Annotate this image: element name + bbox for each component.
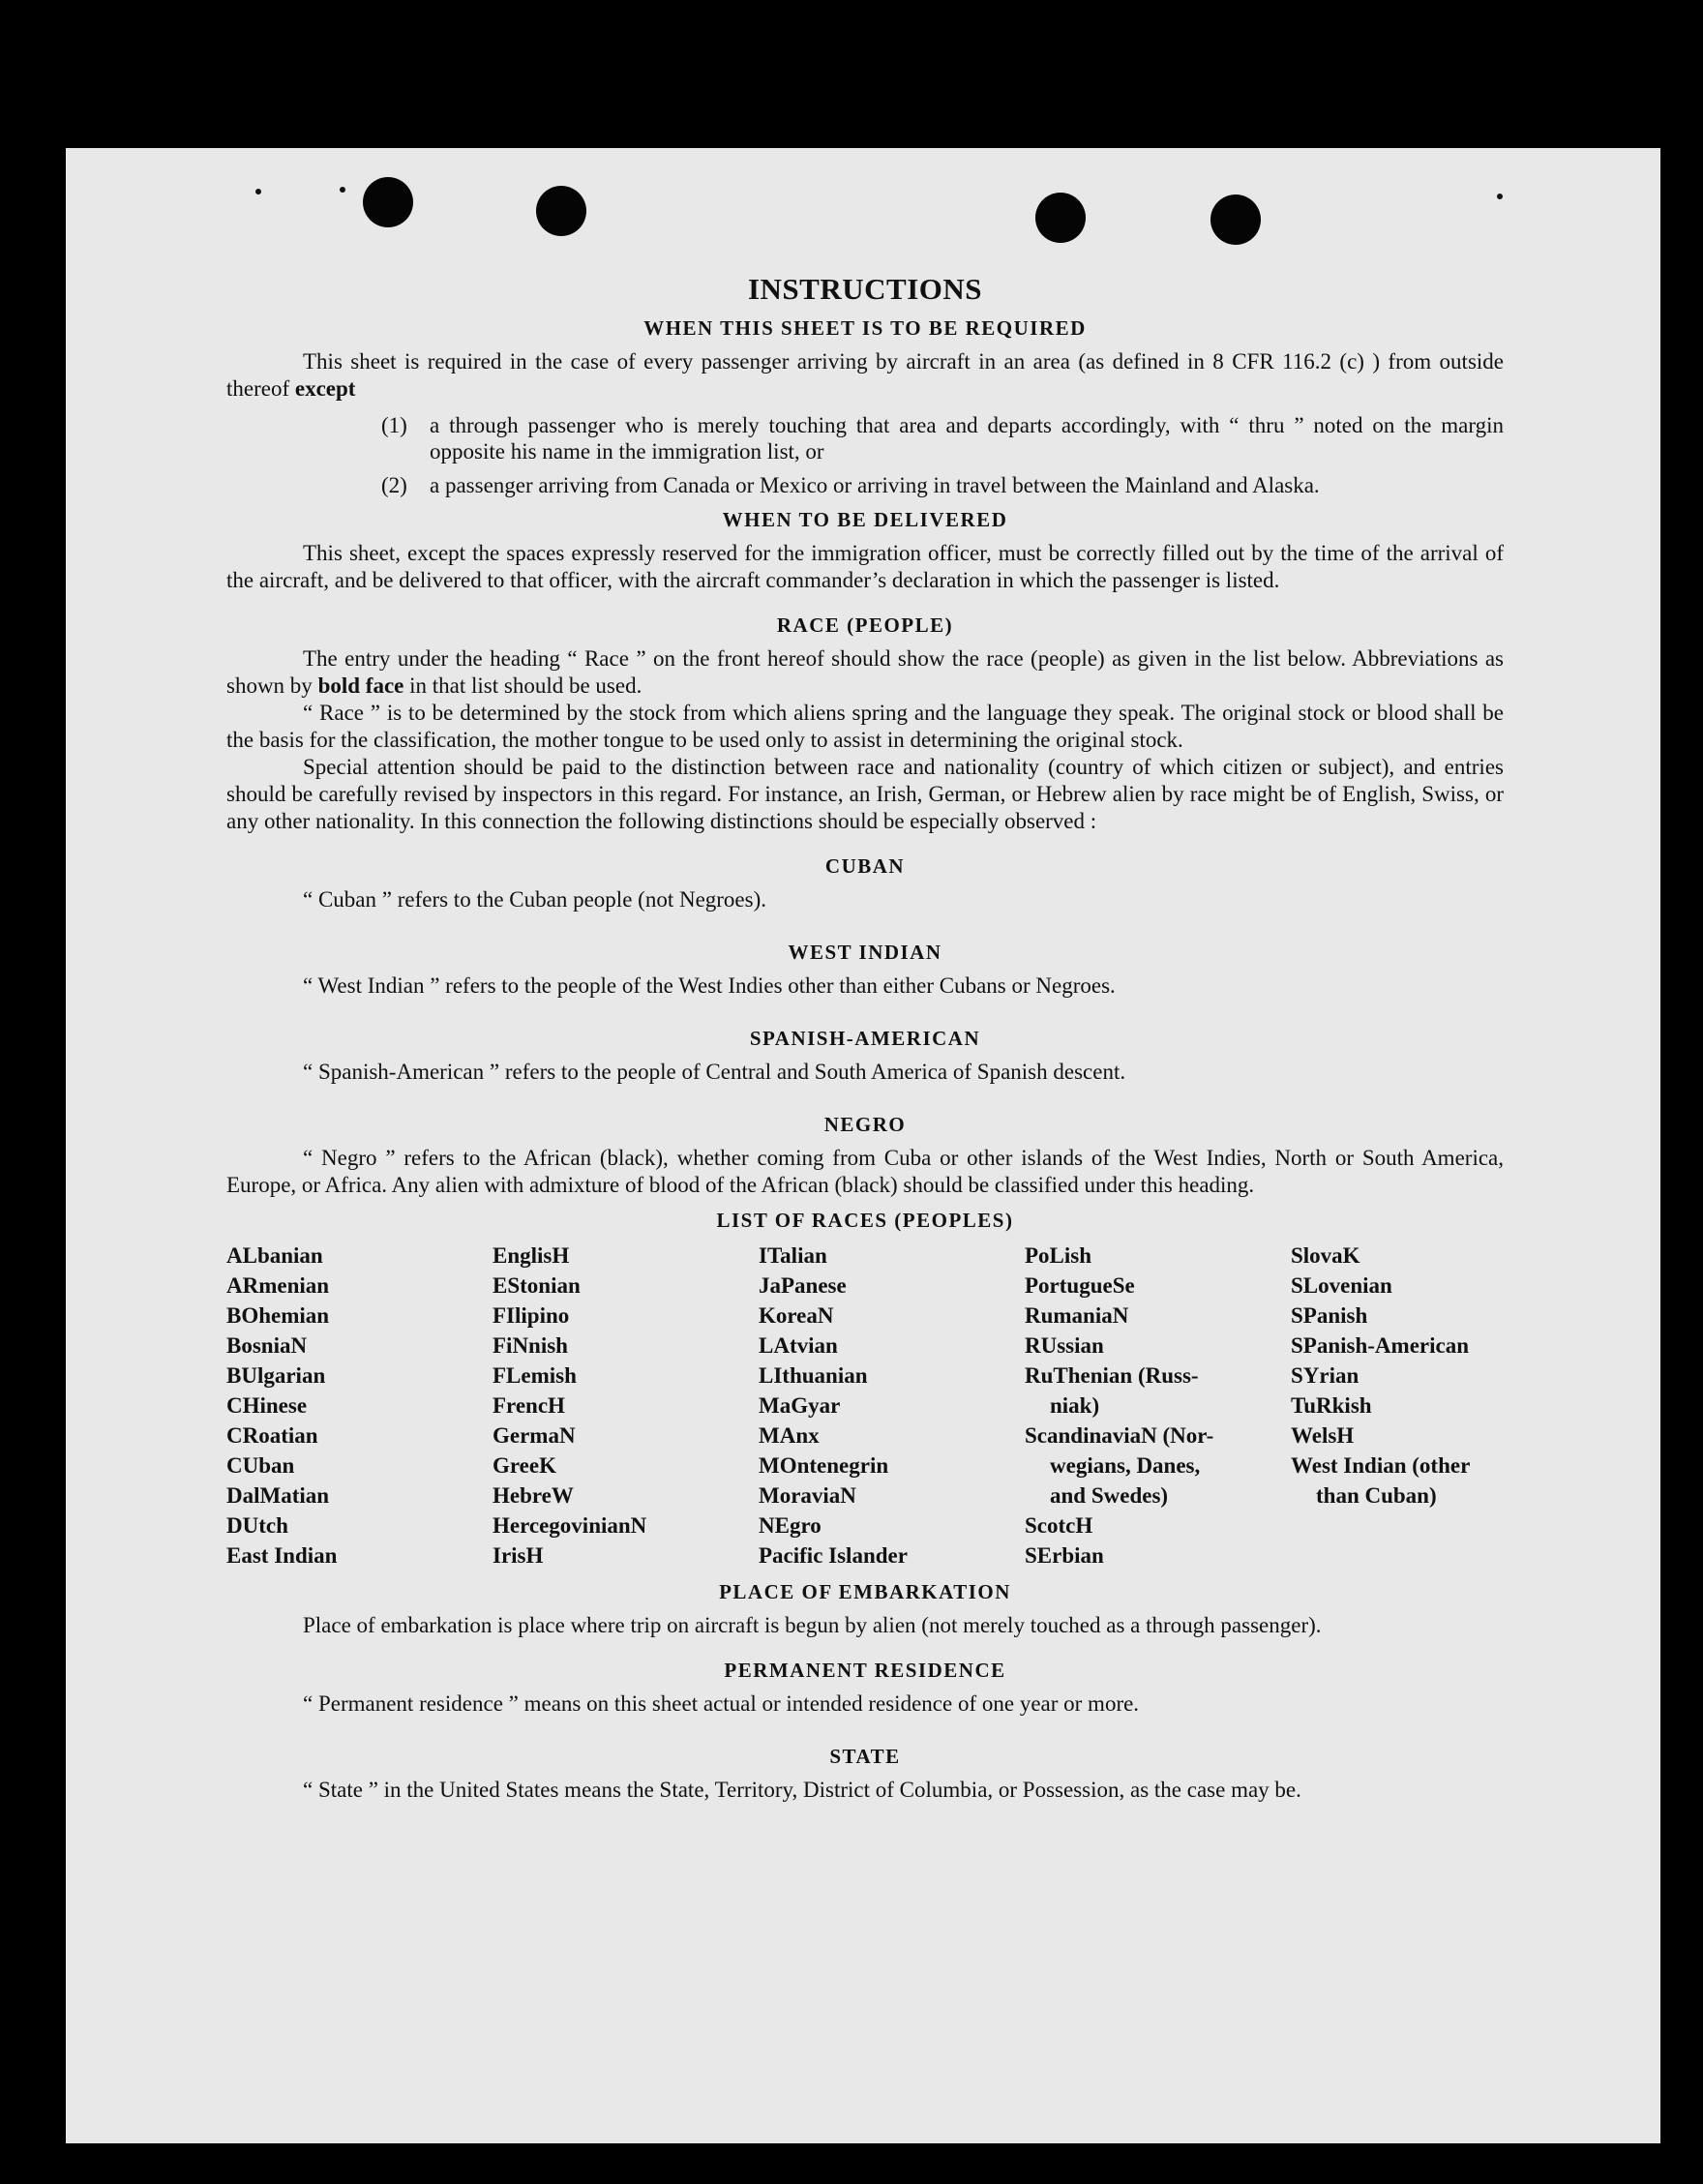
heading-when-required: WHEN THIS SHEET IS TO BE REQUIRED [643,316,1087,340]
heading-when-delivered: WHEN TO BE DELIVERED [722,508,1008,531]
race-item: FrencH [493,1393,565,1418]
item-text: a passenger arriving from Canada or Mexico or arriving in travel between the Mainland and Alaska. [430,473,1320,497]
race-paragraph-3: Special attention should be paid to the distinction between race and nationality (country of which citizen or subject), and entries should be carefully revised by inspectors in this regard. For instance, an Irish, German, or Hebrew alien by race might be of English, Swiss, or any other nationality. In this connection the following distinctions should be especially observed : [226,755,1504,833]
instructions-content [226,272,1504,1804]
race-item: SPanish-American [1291,1333,1469,1358]
required-intro: This sheet is required in the case of every passenger arriving by aircraft in an area (as defined in 8 CFR 116.2 (c) ) from outside thereof except [226,349,1504,401]
heading-race: RACE (PEOPLE) [776,613,954,637]
race-item: SlovaK [1291,1243,1360,1268]
race-item: BOhemian [226,1303,330,1328]
exception-item-2 [381,472,1504,498]
race-item: GreeK [493,1453,556,1478]
race-item: DUtch [226,1513,288,1538]
document-title: INSTRUCTIONS [747,272,982,306]
race-item: SYrian [1291,1363,1359,1388]
race-item: SLovenian [1291,1273,1392,1298]
race-item: FiNnish [493,1333,568,1358]
west-indian-text: “ West Indian ” refers to the people of the West Indies other than either Cubans or Negroes. [303,973,1116,998]
race-item: MoraviaN [759,1483,856,1508]
race-item: MaGyar [759,1393,841,1418]
negro-text: “ Negro ” refers to the African (black), whether coming from Cuba or other islands of the West Indies, North or South America, Europe, or Africa. Any alien with admixture of blood of the African (black) should be classified under this heading. [226,1146,1504,1197]
race-item: ITalian [759,1243,827,1268]
item-text: a through passenger who is merely touching that area and departs accordingly, with “ thru ” noted on the margin opposite his name in the immigration list, or [430,413,1504,464]
race-item: HercegovinianN [493,1513,647,1538]
race-item: SErbian [1025,1543,1104,1568]
race-item: ScotcH [1025,1513,1093,1538]
heading-cuban: CUBAN [824,854,906,878]
punch-hole [536,186,586,236]
exception-item-1 [381,412,1504,464]
races-column-2 [493,1241,759,1571]
race-item: ARmenian [226,1273,330,1298]
race-item: East Indian [226,1543,338,1568]
race-item: JaPanese [759,1273,847,1298]
race-item: MAnx [759,1423,820,1448]
heading-list-of-races: LIST OF RACES (PEOPLES) [716,1209,1014,1232]
races-column-3 [759,1241,1025,1571]
race-item: West Indian (other [1291,1453,1471,1478]
heading-west-indian: WEST INDIAN [788,941,942,964]
race-item: LIthuanian [759,1363,868,1388]
punch-hole [363,177,413,227]
spanish-american-text: “ Spanish-American ” refers to the people of Central and South America of Spanish descent. [303,1060,1126,1084]
ink-speck [340,187,345,193]
race-paragraph-2: “ Race ” is to be determined by the stock from which aliens spring and the language they speak. The original stock or blood shall be the basis for the classification, the mother tongue to be used only to assist in determining the original stock. [226,701,1504,752]
race-item: WelsH [1291,1423,1355,1448]
delivered-text: This sheet, except the spaces expressly reserved for the immigration officer, must be correctly filled out by the time of the arrival of the aircraft, and be delivered to that officer, with the aircraft commander’s declaration in which the passenger is listed. [226,541,1504,592]
races-column-4 [1025,1241,1291,1571]
heading-permanent-residence: PERMANENT RESIDENCE [724,1659,1006,1682]
heading-spanish-american: SPANISH-AMERICAN [749,1027,981,1050]
race-paragraph-1: The entry under the heading “ Race ” on the front hereof should show the race (people) as given in the list below. Abbreviations as shown by bold face in that list should be used. [226,646,1504,698]
race-item: Pacific Islander [759,1543,908,1568]
residence-text: “ Permanent residence ” means on this sheet actual or intended residence of one year or more. [303,1691,1140,1716]
heading-place-of-embarkation: PLACE OF EMBARKATION [719,1580,1011,1603]
race-item: DalMatian [226,1483,330,1508]
race-item: ScandinaviaN (Nor- [1025,1423,1214,1448]
race-item: MOntenegrin [759,1453,889,1478]
race-item: BUlgarian [226,1363,326,1388]
races-list [226,1241,1504,1571]
race-item: FLemish [493,1363,577,1388]
embarkation-text: Place of embarkation is place where trip on aircraft is begun by alien (not merely touched as a through passenger). [303,1613,1322,1637]
race-item: RuThenian (Russ- [1025,1363,1199,1388]
race-item: EnglisH [493,1243,570,1268]
race-item: RUssian [1025,1333,1104,1358]
race-item: EStonian [493,1273,581,1298]
race-item: HebreW [493,1483,574,1508]
race-item-continued: wegians, Danes, [1050,1453,1201,1478]
item-number: (2) [381,473,407,497]
race-item-continued: than Cuban) [1316,1483,1437,1508]
race-item: GermaN [493,1423,576,1448]
document-sheet [66,148,1660,2143]
race-item: BosniaN [226,1333,308,1358]
race-item-continued: and Swedes) [1050,1483,1169,1508]
race-item: PortugueSe [1025,1273,1135,1298]
race-item: IrisH [493,1543,544,1568]
race-item: LAtvian [759,1333,838,1358]
races-column-5 [1291,1241,1504,1571]
cuban-text: “ Cuban ” refers to the Cuban people (not Negroes). [303,887,767,912]
race-item: NEgro [759,1513,822,1538]
punch-hole [1210,194,1261,245]
race-item: TuRkish [1291,1393,1372,1418]
race-item: CUban [226,1453,295,1478]
race-item: KoreaN [759,1303,834,1328]
ink-speck [255,189,261,194]
races-column-1 [226,1241,493,1571]
race-item: ALbanian [226,1243,323,1268]
heading-negro: NEGRO [823,1113,907,1136]
race-item: FIlipino [493,1303,570,1328]
heading-state: STATE [829,1745,901,1768]
race-item: SPanish [1291,1303,1368,1328]
race-item: RumaniaN [1025,1303,1129,1328]
ink-speck [1497,194,1503,199]
race-item: CRoatian [226,1423,318,1448]
item-number: (1) [381,413,407,437]
state-text: “ State ” in the United States means the State, Territory, District of Columbia, or Possession, as the case may be. [303,1778,1301,1802]
race-item: PoLish [1025,1243,1092,1268]
race-item: CHinese [226,1393,308,1418]
punch-hole [1035,193,1086,243]
race-item-continued: niak) [1050,1393,1100,1418]
